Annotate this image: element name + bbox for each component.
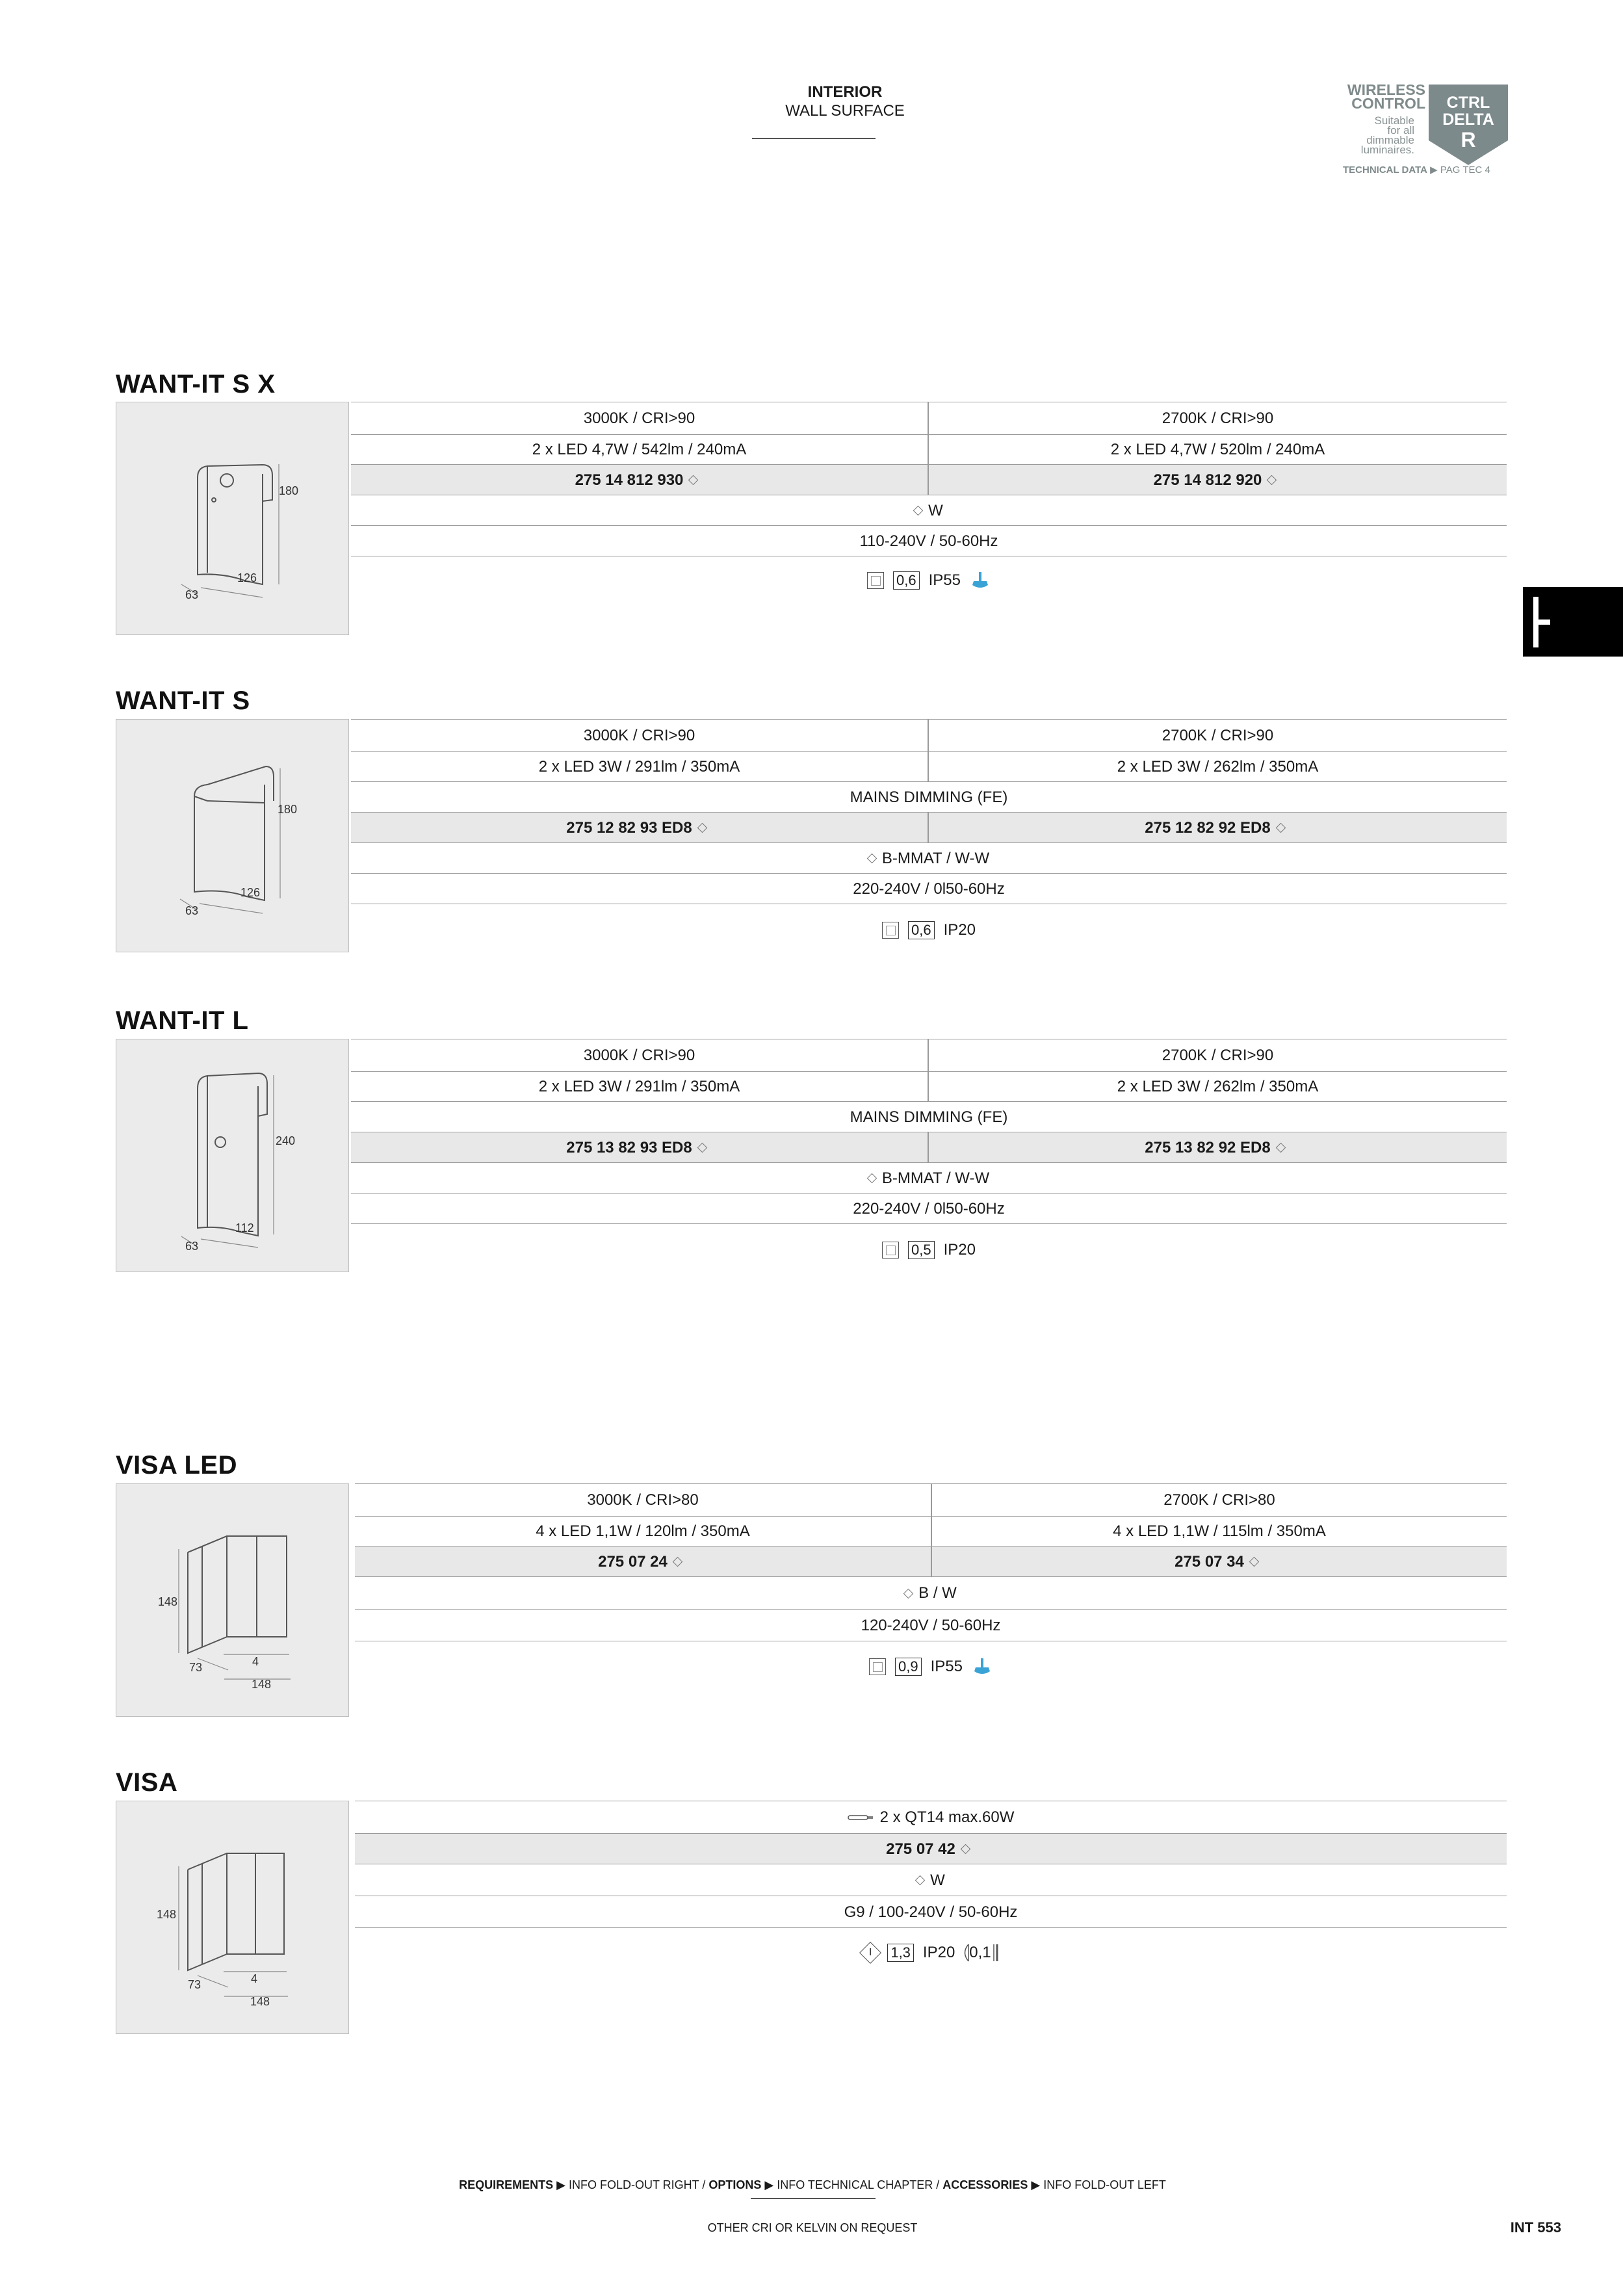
product-drawing [116,719,349,952]
wireless-note: Suitable for all dimmable luminaires. [1360,114,1414,156]
finish-diamond-icon [1249,1557,1260,1567]
table-row [351,464,1507,495]
arrow-right-icon: ▶ [764,2178,774,2191]
svg-text:148: 148 [157,1908,177,1921]
icon-row [351,1237,1507,1263]
cct-right: 2700K / CRI>80 [1163,1491,1275,1509]
header-divider [752,138,876,139]
surface-mount-icon [882,1242,899,1259]
led-left: 4 x LED 1,1W / 120lm / 350mA [536,1522,750,1540]
dimming: MAINS DIMMING (FE) [850,1108,1008,1126]
table-row [355,1483,1507,1517]
code-left: 275 12 82 93 ED8 [351,813,928,843]
finish-diamond-icon [867,854,877,864]
finish-diamond-icon [961,1844,971,1855]
technical-data-link[interactable]: TECHNICAL DATA ▶ PAG TEC 4 [1343,164,1490,176]
cct-right: 2700K / CRI>90 [1162,1047,1274,1064]
cct-right: 2700K / CRI>90 [1162,727,1274,744]
spec-table [351,1039,1507,1259]
table-row [355,1864,1507,1896]
footer-divider [751,2198,876,2199]
product-drawing [116,1483,349,1717]
table-row [351,842,1507,874]
svg-text:63: 63 [185,1240,199,1253]
svg-text:4: 4 [251,1972,258,1985]
code: 275 07 42 [355,1834,1507,1864]
svg-text:126: 126 [240,886,261,899]
product-title: WANT-IT S [116,686,250,715]
finish: W [355,1864,1507,1896]
finish-diamond-icon [915,1875,926,1886]
finish-diamond-icon [673,1557,683,1567]
led-right: 4 x LED 1,1W / 115lm / 350mA [1113,1522,1326,1540]
table-row [351,812,1507,843]
spec-table [351,402,1507,589]
page-number: INT 553 [1510,2219,1561,2236]
product-title: VISA [116,1768,178,1797]
footer-note: OTHER CRI OR KELVIN ON REQUEST [707,2221,918,2234]
svg-text:240: 240 [276,1134,296,1147]
ip-rating: IP55 [930,1658,963,1675]
footer-requirements: REQUIREMENTS ▶ INFO FOLD-OUT RIGHT / OPTIONS ▶ INFO TECHNICAL CHAPTER / ACCESSORIES ▶ INFO FOLD-OUT LEFT [459,2178,1166,2191]
svg-text:180: 180 [278,803,298,816]
table-row [355,1896,1507,1928]
table-row [351,751,1507,782]
code-left: 275 14 812 930 [351,465,928,495]
icon-row [355,1654,1507,1680]
table-row [351,1193,1507,1224]
table-row [351,495,1507,526]
spec-table [351,719,1507,939]
arrow-right-icon: ▶ [556,2178,565,2191]
table-row [355,1516,1507,1546]
table-row [351,525,1507,556]
surface-distance-icon [991,1943,999,1963]
finish-diamond-icon [903,1588,914,1598]
svg-text:4: 4 [252,1655,259,1668]
table-row [351,1223,1507,1224]
svg-text:63: 63 [185,904,199,917]
surface-mount-icon [882,922,899,939]
svg-text:R: R [1461,128,1476,151]
code-right: 275 14 812 920 [929,465,1507,495]
voltage: 120-240V / 50-60Hz [861,1616,1001,1634]
led-left: 2 x LED 3W / 291lm / 350mA [538,1078,740,1095]
wet-location-icon [970,571,991,590]
finish-diamond-icon [1267,475,1277,486]
svg-text:73: 73 [189,1661,203,1674]
table-row [355,1833,1507,1864]
table-row [355,1576,1507,1610]
cct-left: 3000K / CRI>90 [583,1047,695,1064]
finish-diamond-icon [697,823,707,833]
svg-text:DELTA: DELTA [1442,111,1494,129]
finish: B / W [355,1577,1507,1610]
weight-box: 0,5 [908,1241,935,1259]
led-right: 2 x LED 3W / 262lm / 350mA [1117,758,1319,776]
product-title: WANT-IT S X [116,370,276,398]
table-row [355,1801,1507,1834]
table-row [351,719,1507,752]
weight-box: 0,6 [908,921,935,939]
icon-row [351,567,1507,594]
table-row [351,1162,1507,1194]
svg-text:73: 73 [188,1978,201,1991]
product-drawing [116,1801,349,2034]
table-row [351,873,1507,904]
weight-box: 1,3 [887,1944,914,1962]
product-drawing [116,1039,349,1272]
weight-box: 0,9 [895,1658,922,1676]
class-i-icon: I [859,1942,881,1964]
wet-location-icon [972,1657,993,1676]
weight-box: 0,6 [893,571,920,590]
lamp: 2 x QT14 max.60W [355,1801,1507,1834]
table-row [351,402,1507,435]
product-title: WANT-IT L [116,1006,249,1035]
code-left: 275 13 82 93 ED8 [351,1132,928,1163]
svg-text:180: 180 [279,484,299,497]
ip-rating: IP55 [928,571,961,589]
finish-diamond-icon [688,475,699,486]
finish: B-MMAT / W-W [351,1163,1507,1194]
table-row [351,1071,1507,1102]
code-left: 275 07 24 [355,1546,931,1577]
finish-diamond-icon [913,506,924,516]
wall-surface-icon [1533,597,1550,647]
g9-lamp-icon [848,1814,874,1821]
led-right: 2 x LED 4,7W / 520lm / 240mA [1110,441,1325,458]
table-row [351,1039,1507,1072]
spec-table [355,1801,1507,1970]
cct-left: 3000K / CRI>90 [583,410,695,427]
table-row [351,781,1507,813]
surface-mount-icon [867,572,884,589]
table-row [355,1927,1507,1928]
subcategory-title: WALL SURFACE [785,102,905,120]
voltage: 220-240V / 0l50-60Hz [853,1199,1005,1218]
ctrl-delta-badge [1429,85,1508,165]
wireless-control-label: WIRELESS CONTROL [1347,81,1425,112]
cct-right: 2700K / CRI>90 [1162,410,1274,427]
arrow-right-icon: ▶ [1430,164,1438,176]
svg-text:63: 63 [185,588,199,601]
svg-text:148: 148 [252,1678,272,1691]
table-row [351,434,1507,465]
table-row [351,1101,1507,1132]
voltage: 110-240V / 50-60Hz [859,532,998,550]
finish-diamond-icon [867,1173,877,1184]
finish-diamond-icon [1275,823,1286,833]
svg-text:126: 126 [237,571,257,584]
code-right: 275 12 82 92 ED8 [929,813,1507,843]
cct-left: 3000K / CRI>90 [583,727,695,744]
voltage: G9 / 100-240V / 50-60Hz [844,1903,1018,1921]
voltage: 220-240V / 0l50-60Hz [853,880,1005,898]
cct-left: 3000K / CRI>80 [587,1491,699,1509]
finish: B-MMAT / W-W [351,843,1507,874]
code-right: 275 13 82 92 ED8 [929,1132,1507,1163]
dimming: MAINS DIMMING (FE) [850,788,1008,806]
ip-rating: IP20 [922,1944,955,1961]
led-left: 2 x LED 4,7W / 542lm / 240mA [532,441,747,458]
product-title: VISA LED [116,1451,237,1480]
finish-diamond-icon [697,1143,707,1153]
table-row [355,1609,1507,1641]
icon-row [355,1940,1507,1966]
spec-table [355,1483,1507,1675]
product-drawing [116,402,349,635]
led-right: 2 x LED 3W / 262lm / 350mA [1117,1078,1319,1095]
svg-text:148: 148 [158,1595,178,1608]
beam-icon [960,1943,969,1963]
table-row [355,1546,1507,1577]
svg-text:CTRL: CTRL [1446,94,1490,112]
ip-rating: IP20 [943,1241,976,1259]
svg-text:148: 148 [250,1995,270,2008]
distance-indicator: 0,1 [960,1943,998,1963]
arrow-right-icon: ▶ [1031,2178,1041,2191]
led-left: 2 x LED 3W / 291lm / 350mA [538,758,740,776]
surface-mount-icon [869,1658,886,1675]
code-right: 275 07 34 [932,1546,1507,1577]
finish: W [351,495,1507,526]
ip-rating: IP20 [943,921,976,939]
category-title: INTERIOR [807,83,883,101]
icon-row [351,917,1507,943]
table-row [351,1132,1507,1163]
finish-diamond-icon [1275,1143,1286,1153]
svg-text:112: 112 [235,1221,254,1234]
